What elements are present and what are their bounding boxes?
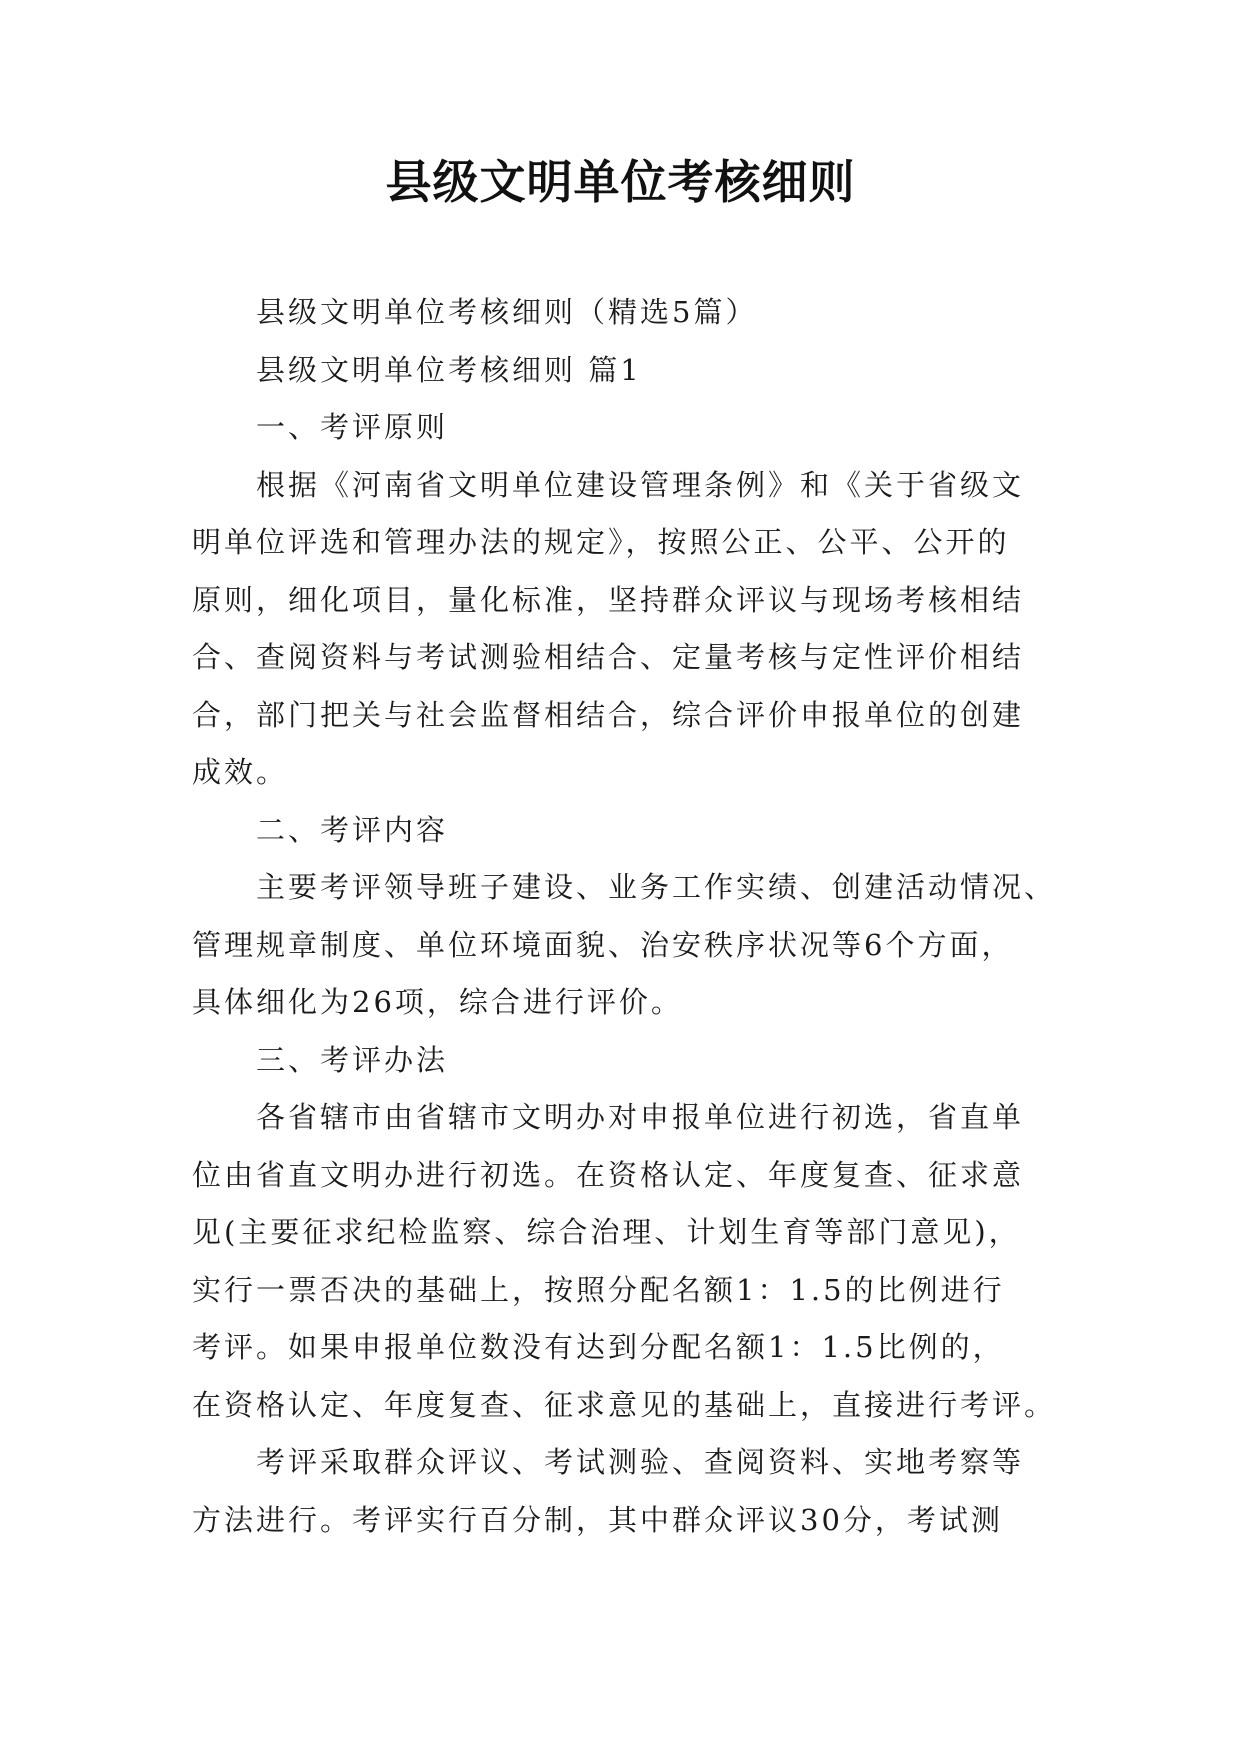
text-line: 见(主要征求纪检监察、综合治理、计划生育等部门意见)， (192, 1215, 1021, 1249)
text-line: 原则，细化项目，量化标准，坚持群众评议与现场考核相结 (192, 582, 1025, 617)
text-line: 实行一票否决的基础上，按照分配名额1：1.5的比例进行 (192, 1272, 1005, 1307)
document-title: 县级文明单位考核细则 (385, 155, 856, 209)
text-line: 明单位评选和管理办法的规定》，按照公正、公平、公开的 (192, 525, 1010, 559)
text-line: 具体细化为26项，综合进行评价。 (192, 985, 683, 1019)
document-body (192, 284, 1062, 1549)
text-line: 位由省直文明办进行初选。在资格认定、年度复查、征求意 (192, 1157, 1025, 1192)
text-line: 方法进行。考评实行百分制，其中群众评议30分，考试测 (192, 1502, 1003, 1537)
text-line: 成效。 (192, 755, 289, 789)
text-line: 合，部门把关与社会监督相结合，综合评价申报单位的创建 (192, 697, 1025, 732)
section-heading: 三、考评办法 (256, 1042, 449, 1077)
text-line: 主要考评领导班子建设、业务工作实绩、创建活动情况、 (256, 870, 1057, 904)
text-line: 根据《河南省文明单位建设管理条例》和《关于省级文 (256, 467, 1025, 502)
section-heading: 一、考评原则 (256, 410, 449, 444)
text-line: 县级文明单位考核细则 篇1 (256, 352, 642, 387)
text-line: 考评。如果申报单位数没有达到分配名额1：1.5比例的， (192, 1330, 1005, 1364)
text-line: 管理规章制度、单位环境面貌、治安秩序状况等6个方面， (192, 927, 1014, 962)
text-line: 在资格认定、年度复查、征求意见的基础上，直接进行考评。 (192, 1387, 1057, 1422)
text-line: 各省辖市由省辖市文明办对申报单位进行初选，省直单 (256, 1100, 1025, 1134)
section-heading: 二、考评内容 (256, 812, 449, 847)
text-line: 县级文明单位考核细则（精选5篇） (256, 295, 758, 329)
text-line: 考评采取群众评议、考试测验、查阅资料、实地考察等 (256, 1445, 1025, 1479)
text-line: 合、查阅资料与考试测验相结合、定量考核与定性评价相结 (192, 640, 1025, 674)
